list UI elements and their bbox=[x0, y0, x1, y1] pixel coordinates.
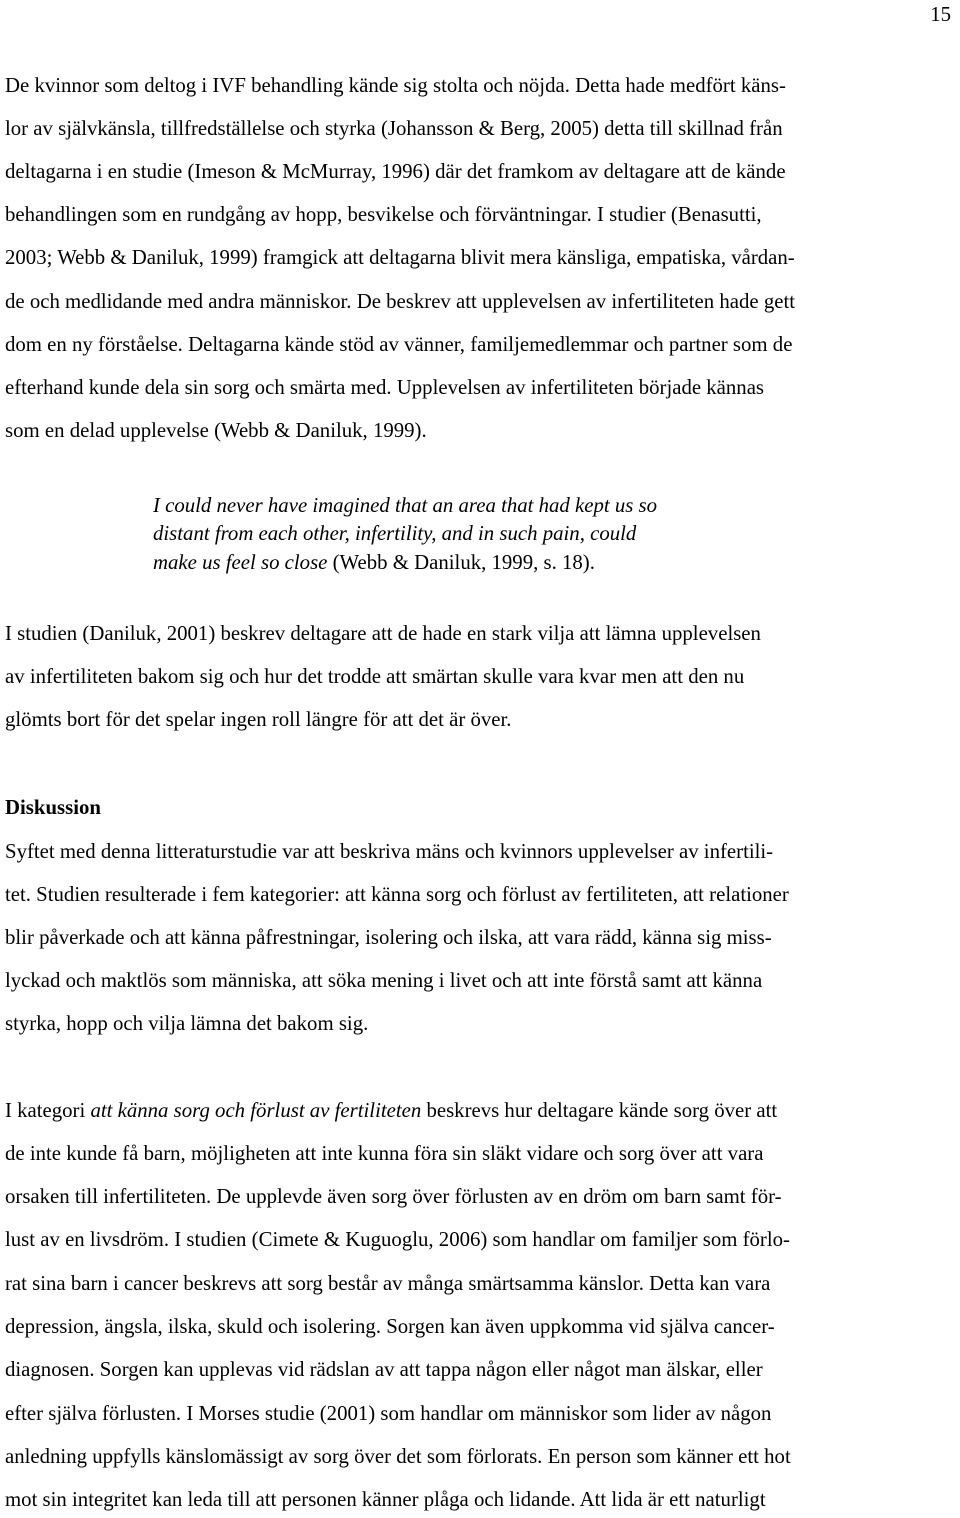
text-line: anledning uppfylls känslomässigt av sorg över det som förlorats. En person som känner ett hot bbox=[5, 1445, 791, 1468]
text-line: I studien (Daniluk, 2001) beskrev deltagare att de hade en stark vilja att lämna upplevelsen bbox=[5, 622, 761, 645]
text-line: efterhand kunde dela sin sorg och smärta med. Upplevelsen av infertiliteten började kännas bbox=[5, 376, 765, 399]
section-heading: Diskussion bbox=[5, 796, 101, 819]
quote-line bbox=[153, 520, 636, 548]
text-segment: beskrevs hur deltagare kände sorg över att bbox=[421, 1099, 778, 1122]
quote-line bbox=[153, 549, 595, 577]
text-line: de inte kunde få barn, möjligheten att inte kunna föra sin släkt vidare och sorg över att vara bbox=[5, 1142, 764, 1165]
text-line: deltagarna i en studie (Imeson & McMurray, 1996) där det framkom av deltagare att de kände bbox=[5, 160, 786, 183]
text-line: behandlingen som en rundgång av hopp, besvikelse och förväntningar. I studier (Benasutti, bbox=[5, 203, 762, 226]
text-line: mot sin integritet kan leda till att personen känner plåga och lidande. Att lida är ett naturligt bbox=[5, 1488, 766, 1511]
text-line: blir påverkade och att känna påfrestningar, isolering och ilska, att vara rädd, känna sig miss- bbox=[5, 926, 772, 949]
quote-text: I could never have imagined that an area that had kept us so bbox=[153, 494, 658, 517]
text-line: diagnosen. Sorgen kan upplevas vid rädslan av att tappa någon eller något man älskar, eller bbox=[5, 1358, 763, 1381]
text-line: rat sina barn i cancer beskrevs att sorg består av många smärtsamma känslor. Detta kan vara bbox=[5, 1272, 771, 1295]
text-line: glömts bort för det spelar ingen roll längre för att det är över. bbox=[5, 708, 512, 731]
text-line: De kvinnor som deltog i IVF behandling kände sig stolta och nöjda. Detta hade medfört käns- bbox=[5, 74, 786, 97]
text-line: styrka, hopp och vilja lämna det bakom sig. bbox=[5, 1012, 369, 1035]
text-line bbox=[5, 1097, 777, 1125]
quote-citation: (Webb & Daniluk, 1999, s. 18). bbox=[327, 551, 595, 574]
text-line: dom en ny förståelse. Deltagarna kände stöd av vänner, familjemedlemmar och partner som de bbox=[5, 333, 793, 356]
text-line: de och medlidande med andra människor. De beskrev att upplevelsen av infertiliteten hade gett bbox=[5, 290, 796, 313]
text-line: som en delad upplevelse (Webb & Daniluk, 1999). bbox=[5, 419, 427, 442]
text-line: lor av självkänsla, tillfredställelse och styrka (Johansson & Berg, 2005) detta till skillnad från bbox=[5, 117, 783, 140]
text-line: tet. Studien resulterade i fem kategorier: att känna sorg och förlust av fertiliteten, att relationer bbox=[5, 883, 789, 906]
text-line: Syftet med denna litteraturstudie var att beskriva mäns och kvinnors upplevelser av infertili- bbox=[5, 840, 774, 863]
text-line: lust av en livsdröm. I studien (Cimete & Kuguoglu, 2006) som handlar om familjer som förlo- bbox=[5, 1228, 790, 1251]
text-line: av infertiliteten bakom sig och hur det trodde att smärtan skulle vara kvar men att den nu bbox=[5, 665, 745, 688]
page-number: 15 bbox=[930, 3, 951, 26]
quote-text: distant from each other, infertility, and in such pain, could bbox=[153, 522, 637, 545]
category-name: att känna sorg och förlust av fertiliteten bbox=[90, 1099, 422, 1122]
quote-text: make us feel so close bbox=[153, 551, 328, 574]
text-line: efter själva förlusten. I Morses studie (2001) som handlar om människor som lider av någon bbox=[5, 1402, 772, 1425]
text-line: 2003; Webb & Daniluk, 1999) framgick att deltagarna blivit mera känsliga, empatiska, vårdan- bbox=[5, 246, 795, 269]
text-segment: I kategori bbox=[5, 1099, 91, 1122]
text-line: orsaken till infertiliteten. De upplevde även sorg över förlusten av en dröm om barn samt för- bbox=[5, 1185, 782, 1208]
text-line: lyckad och maktlös som människa, att söka mening i livet och att inte förstå samt att känna bbox=[5, 969, 763, 992]
text-line: depression, ängsla, ilska, skuld och isolering. Sorgen kan även uppkomma vid själva cancer- bbox=[5, 1315, 775, 1338]
quote-line bbox=[153, 492, 657, 520]
